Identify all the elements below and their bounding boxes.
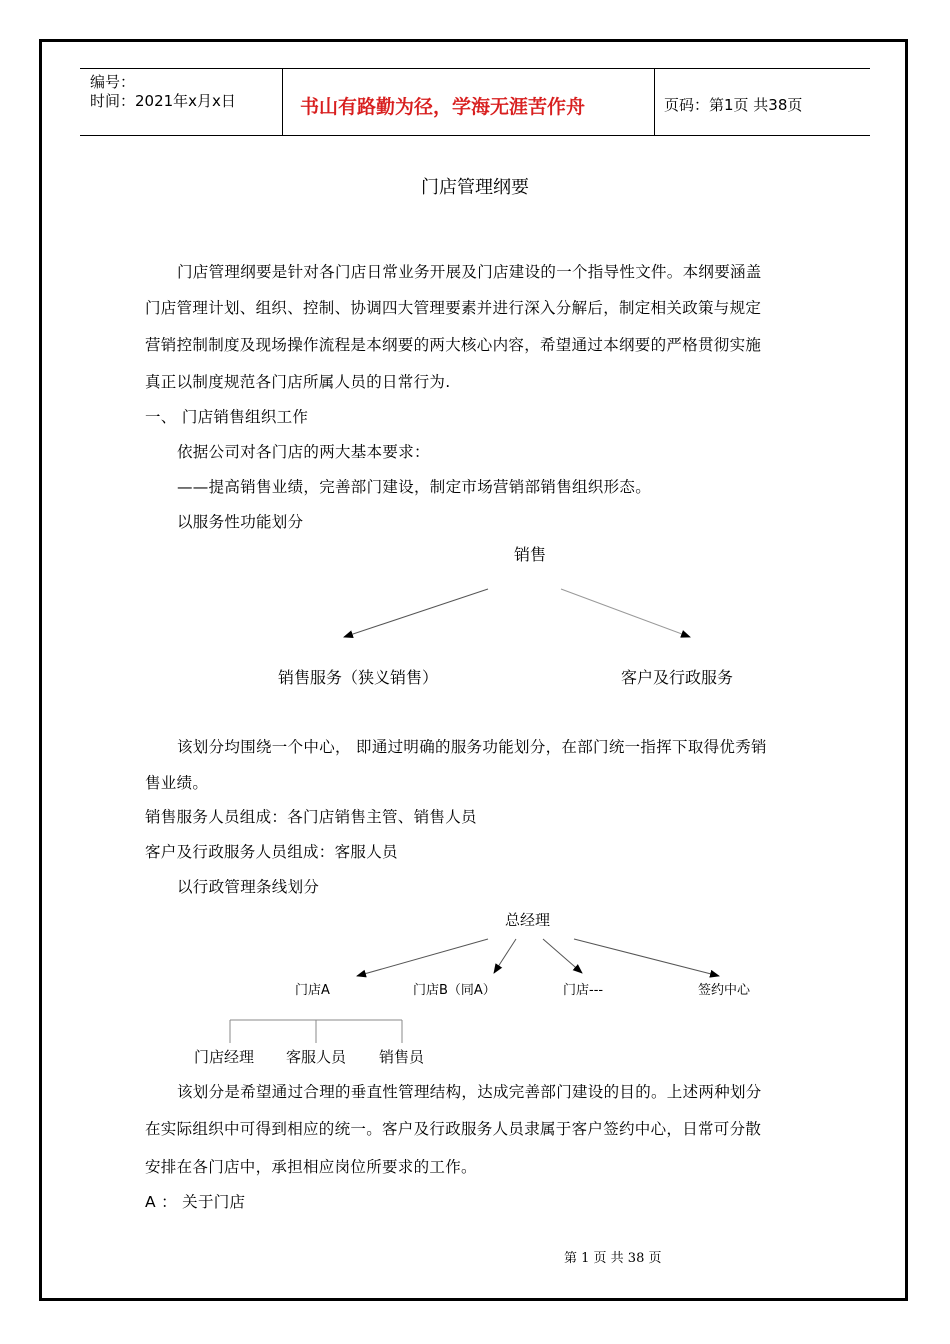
admin-staff-composition: 客户及行政服务人员组成：客服人员: [145, 843, 398, 861]
page-title: 门店管理纲要: [421, 177, 529, 198]
para3-line-2: 在实际组织中可得到相应的统一。客户及行政服务人员隶属于客户签约中心，日常可分散: [145, 1120, 762, 1138]
sales-staff-composition: 销售服务人员组成：各门店销售主管、销售人员: [145, 808, 477, 826]
diagram2-role-service: 客服人员: [286, 1048, 347, 1066]
arrow-to-admin-service: [561, 589, 690, 637]
arrow-to-sign-center: [574, 939, 719, 976]
intro-line-1: 门店管理纲要是针对各门店日常业务开展及门店建设的一个指导性文件。本纲要涵盖: [177, 263, 762, 281]
diagram1-node-admin-service: 客户及行政服务: [621, 668, 734, 687]
intro-line-3: 营销控制制度及现场操作流程是本纲要的两大核心内容，希望通过本纲要的严格贯彻实施: [145, 336, 762, 354]
header-motto: 书山有路勤为径，学海无涯苦作舟: [300, 96, 586, 118]
section-a-heading: A ： 关于门店: [145, 1193, 246, 1211]
para3-line-3: 安排在各门店中，承担相应岗位所要求的工作。: [145, 1158, 477, 1176]
header-page-code: 页码：第1页 共38页: [664, 96, 803, 114]
header-time-label: 时间：2021年x月x日: [90, 92, 236, 110]
admin-division-title: 以行政管理条线划分: [177, 878, 320, 896]
para3-line-1: 该划分是希望通过合理的垂直性管理结构，达成完善部门建设的目的。上述两种划分: [177, 1083, 762, 1101]
diagram2-role-manager: 门店经理: [194, 1048, 255, 1066]
diagram1-root-sales: 销售: [514, 545, 547, 564]
diagram2-store-a: 门店A: [295, 983, 330, 998]
header-number-label: 编号：: [90, 73, 136, 91]
diagram2-store-etc: 门店---: [563, 983, 604, 998]
service-division-title: 以服务性功能划分: [177, 513, 304, 531]
diagram1-node-sales-service: 销售服务（狭义销售）: [278, 668, 439, 687]
diagram2-root-gm: 总经理: [505, 911, 551, 929]
diagram2-role-sales: 销售员: [379, 1048, 425, 1066]
arrow-to-store-b: [494, 939, 516, 973]
page-footer: 第 1 页 共 38 页: [564, 1251, 662, 1266]
basis-text: 依据公司对各门店的两大基本要求：: [177, 443, 430, 461]
intro-line-4: 真正以制度规范各门店所属人员的日常行为.: [145, 373, 451, 391]
intro-line-2: 门店管理计划、组织、控制、协调四大管理要素并进行深入分解后，制定相关政策与规定: [145, 299, 762, 317]
diagram2-sign-center: 签约中心: [698, 983, 751, 998]
arrow-to-store-a: [357, 939, 488, 976]
para2-line-1: 该划分均围绕一个中心， 即通过明确的服务功能划分，在部门统一指挥下取得优秀销: [177, 738, 767, 756]
requirement-text: ——提高销售业绩，完善部门建设，制定市场营销部销售组织形态。: [177, 478, 652, 496]
para2-line-2: 售业绩。: [145, 774, 209, 792]
arrow-to-sales-service: [344, 589, 488, 637]
diagram2-store-b: 门店B（同A）: [413, 983, 496, 998]
section-1-heading: 一、 门店销售组织工作: [145, 408, 309, 426]
arrow-to-store-etc: [543, 939, 582, 973]
